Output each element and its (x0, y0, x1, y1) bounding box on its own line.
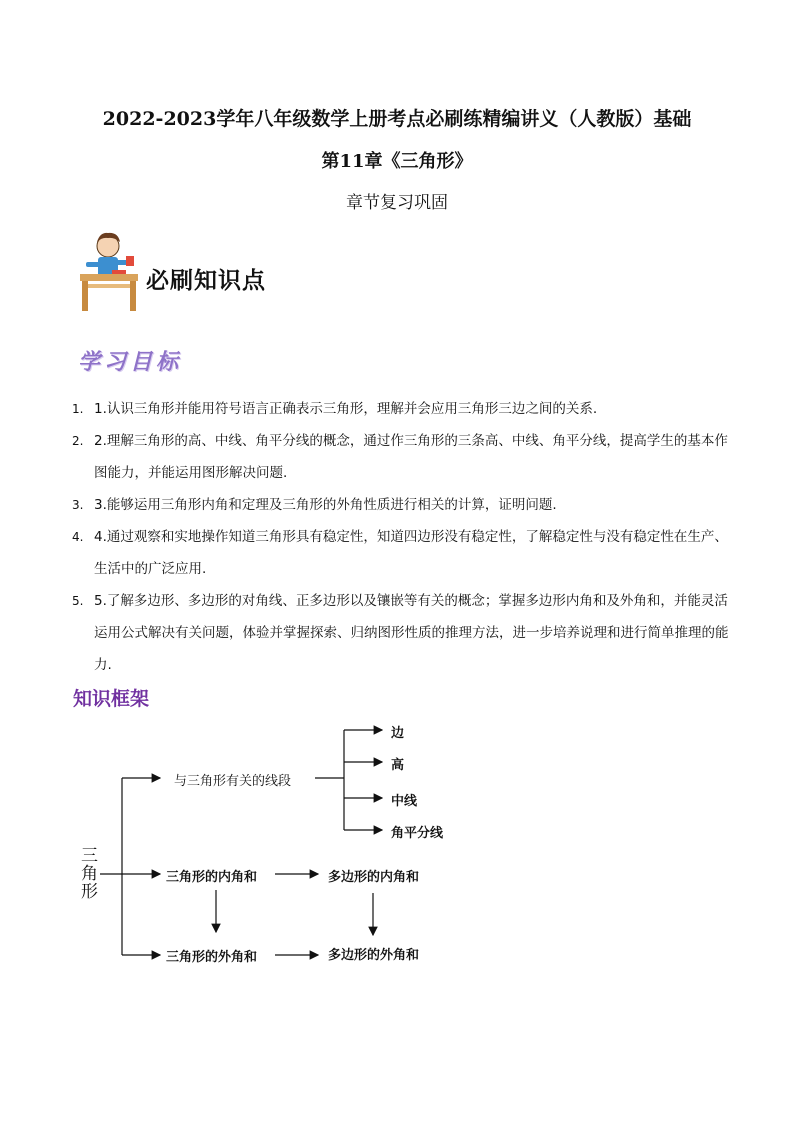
student-at-desk-icon (72, 226, 144, 314)
learning-objectives-heading: 学习目标 (78, 350, 183, 375)
item-text: 4.通过观察和实地操作知道三角形具有稳定性，知道四边形没有稳定性，了解稳定性与没有稳定性在生产、生活中的广泛应用. (94, 529, 728, 577)
list-item (72, 425, 732, 489)
section-subtitle: 章节复习巩固 (346, 193, 448, 213)
list-item (72, 521, 732, 585)
node-related-segments: 与三角形有关的线段 (174, 774, 292, 789)
item-number: 3. (72, 498, 84, 512)
list-item (72, 489, 732, 521)
node-triangle-exterior-sum: 三角形的外角和 (166, 950, 258, 965)
root-node-triangle: 三角形 (77, 846, 97, 900)
item-number: 1. (72, 402, 84, 416)
node-angle-bisector: 角平分线 (391, 826, 444, 841)
document-title: 2022-2023学年八年级数学上册考点必刷练精编讲义（人教版）基础 (102, 108, 692, 130)
node-edge: 边 (391, 726, 405, 741)
list-item (72, 393, 732, 425)
node-polygon-interior-sum: 多边形的内角和 (328, 870, 420, 885)
knowledge-framework-heading: 知识框架 (73, 688, 150, 710)
chapter-title: 第11章《三角形》 (321, 151, 473, 172)
node-height: 高 (391, 758, 405, 773)
node-polygon-exterior-sum: 多边形的外角和 (328, 948, 420, 963)
node-triangle-interior-sum: 三角形的内角和 (166, 870, 258, 885)
item-number: 4. (72, 530, 84, 544)
objectives-list (72, 393, 732, 681)
item-text: 3.能够运用三角形内角和定理及三角形的外角性质进行相关的计算，证明问题. (94, 497, 557, 513)
list-item (72, 585, 732, 681)
item-text: 5.了解多边形、多边形的对角线、正多边形以及镶嵌等有关的概念；掌握多边形内角和及外角和，并能灵活运用公式解决有关问题，体验并掌握探索、归纳图形性质的推理方法，进一步培养说理和进行简单推理的能力. (94, 593, 729, 673)
item-text: 1.认识三角形并能用符号语言正确表示三角形，理解并会应用三角形三边之间的关系. (94, 401, 598, 417)
item-text: 2.理解三角形的高、中线、角平分线的概念，通过作三角形的三条高、中线、角平分线，提高学生的基本作图能力，并能运用图形解决问题. (94, 433, 728, 481)
item-number: 5. (72, 594, 84, 608)
item-number: 2. (72, 434, 84, 448)
node-median: 中线 (391, 794, 418, 809)
must-know-heading: 必刷知识点 (146, 268, 266, 294)
